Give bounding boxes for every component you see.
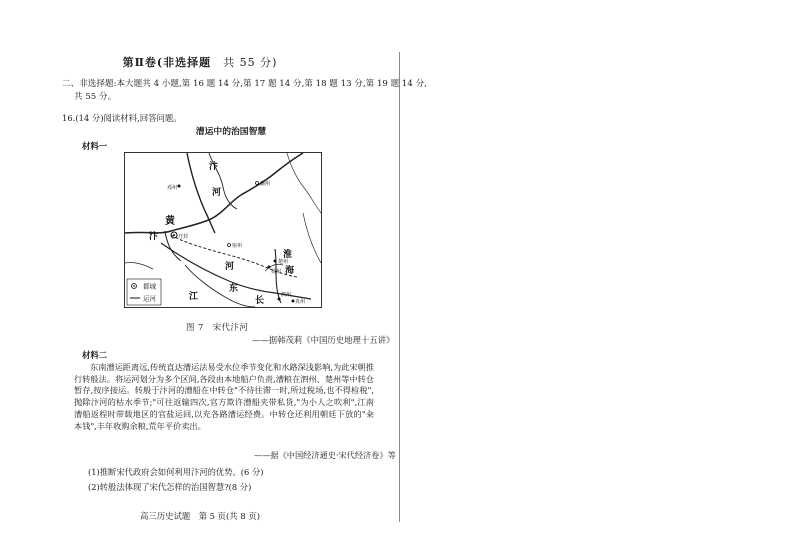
map-label-huai: 淮: [283, 250, 293, 260]
material1-source: ——据韩茂莉《中国历史地理十五讲》: [252, 335, 395, 345]
legend-canal-label: 运河: [143, 294, 156, 303]
map-label-jiang: 江: [189, 292, 199, 302]
question-16-1: (1)推断宋代政府会如何利用汴河的优势。(6 分): [88, 467, 264, 477]
section-title: 第Ⅱ卷(非选择题 共 55 分): [122, 56, 278, 69]
map-city-youzhou: 幽州: [260, 181, 271, 187]
map-label-huang: 黄: [165, 216, 175, 227]
map-city-zhenzhou: 真州: [295, 299, 306, 305]
material1-label: 材料一: [82, 141, 108, 151]
page-footer: 高三历史试题 第 5 页(共 8 页): [140, 511, 260, 521]
map-label-bian: 汴: [149, 232, 159, 242]
map-city-yangzhou: 扬州: [271, 269, 282, 275]
map-label-he3: 河: [225, 262, 235, 272]
section-instructions-tail: 共 55 分。: [74, 92, 117, 102]
map-city-yingzhou: 邓州: [167, 185, 178, 191]
material2-text: [74, 362, 374, 432]
material2-source: ——据《中国经济通史·宋代经济卷》等: [254, 450, 396, 460]
question-16-2: (2)转般法体现了宋代怎样的治国智慧?(8 分): [88, 482, 252, 492]
column-divider: [399, 52, 400, 522]
map-label-dong: 东: [229, 284, 239, 294]
map-city-suzhou: 宿州: [232, 243, 243, 249]
map-label-he1: 汴: [209, 162, 219, 172]
material-title: 漕运中的治国智慧: [195, 127, 267, 137]
map-city-kaifeng: 开封: [178, 234, 189, 240]
section-instructions: [62, 78, 427, 104]
section-instructions-lead: 二、非选择题:本大题共 4 小题,第 16 题 14 分,第 17 题 14 分,第 18 题 13 分,第 19 题 14 分,: [62, 79, 427, 89]
material2-paragraph: 东南漕运距离远,传统直达漕运法易受水位季节变化和水路深浅影响,为此宋朝推行转般法。将运河划分为多个区间,各段由本地船户负责,漕粮在泗州、楚州等中转仓暂存,按序接运。转般于汴河的漕船在中转仓"不待往滞一时,所过税场,也不得检税",抛除汴河的枯水季节;"可往返输四次,官方欺许漕船夹带私货,"为小人之吹利",江南漕船返程时带载地区的官盐运回,以充各路漕运经费。中转仓还利用朝廷下放的"籴本钱",丰年收购余粮,荒年平价卖出。: [74, 362, 374, 431]
map-city-chuzhou: 楚州: [278, 259, 289, 265]
map-label-he2: 河: [212, 188, 222, 198]
map-caption: 图 7 宋代汴河: [186, 322, 249, 332]
material2-label: 材料二: [82, 350, 108, 360]
map-label-hai: 海: [285, 266, 295, 276]
map-city-xizhou: 泗州: [281, 292, 292, 298]
legend-capital-label: 都城: [143, 282, 156, 291]
map-figure: [125, 153, 321, 307]
song-bianhe-map: [124, 152, 322, 308]
map-label-chang: 长: [255, 296, 265, 306]
question-16-intro: 16.(14 分)阅读材料,回答问题。: [62, 113, 182, 123]
